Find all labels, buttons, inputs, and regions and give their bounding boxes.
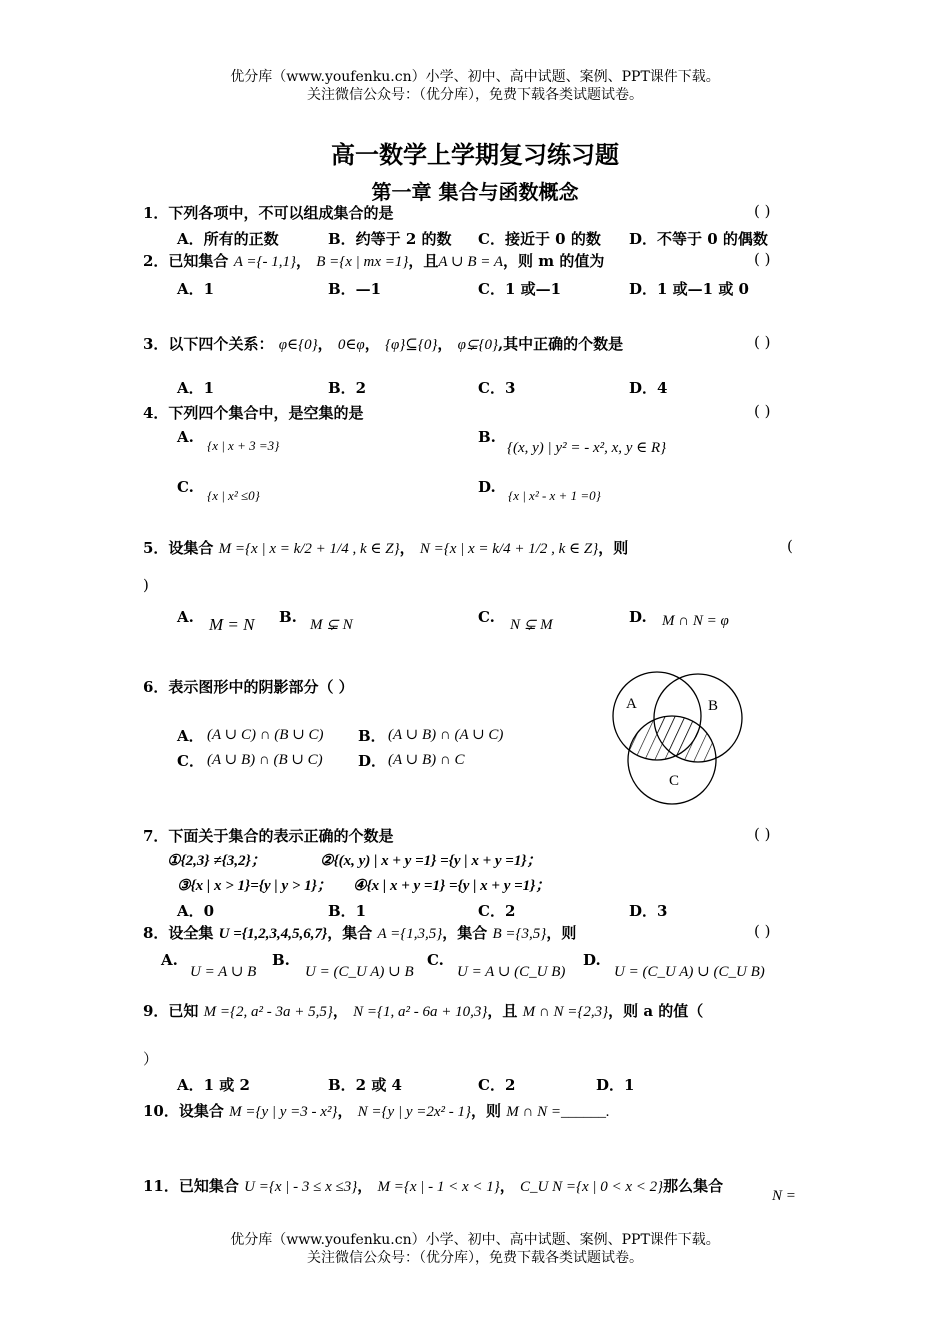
q8-option-b: U = (C_U A) ∪ B	[305, 964, 414, 980]
q1-option-c: C．接近于 0 的数	[478, 230, 601, 248]
q3-stem-post: ,其中正确的个数是	[497, 335, 624, 353]
q10-stem: 10．设集合 M ={y | y =3 - x²}， N ={y | y =2x² - 1}，则 M ∩ N =______.	[143, 1102, 610, 1120]
q1-option-d: D．不等于 0 的偶数	[629, 230, 768, 248]
header-line-1: 优分库（www.youfenku.cn）小学、初中、高中试题、案例、PPT课件下载。	[230, 69, 720, 85]
q9-stem-text: 9．已知	[143, 1002, 199, 1020]
q1-answer-bracket: ( )	[754, 202, 771, 220]
q7-item-1: ①{2,3} ≠{3,2}；	[167, 853, 266, 869]
q3-stem-text: 3．以下四个关系：	[143, 335, 274, 353]
footer-line-2: 关注微信公众号：（优分库），免费下载各类试题试卷。	[307, 1250, 643, 1266]
q7-item-4: ④{x | x + y =1} ={y | x + y =1}；	[353, 878, 551, 894]
q2-option-a: A．1	[177, 280, 215, 298]
q11-stem-text: 11．已知集合	[143, 1177, 239, 1195]
q4-option-a-label: A.	[177, 428, 194, 446]
q4-option-c-label: C.	[177, 478, 194, 496]
q10-stem-post: ，则	[471, 1102, 502, 1120]
q5-option-b-label: B.	[279, 608, 297, 626]
q6-option-d-label: D．	[358, 752, 387, 770]
q5-bracket-close: )	[143, 576, 149, 594]
q5-stem-text: 5．设集合	[143, 539, 214, 557]
q8-option-a: U = A ∪ B	[190, 964, 257, 980]
venn-diagram	[598, 668, 748, 808]
page-title: 高一数学上学期复习练习题	[331, 140, 619, 169]
q7-item-2: ②{(x, y) | x + y =1} ={y | x + y =1}；	[320, 853, 542, 869]
q5-option-a-label: A.	[177, 608, 194, 626]
q5-option-d-label: D.	[629, 608, 647, 626]
q9-option-c: C．2	[478, 1076, 516, 1094]
q9-bracket-close: ）	[143, 1050, 159, 1068]
q11-set-m: M ={x | - 1 < x < 1}	[377, 1179, 500, 1195]
venn-label-c: C	[669, 773, 680, 789]
q9-option-a: A．1 或 2	[177, 1076, 250, 1094]
q5-option-b: M ⊊ N	[310, 617, 353, 633]
q6-option-c: (A ∪ B) ∩ (B ∪ C)	[207, 752, 323, 768]
q8-option-c: U = A ∪ (C_U B)	[457, 964, 566, 980]
q9-option-d: D．1	[596, 1076, 635, 1094]
q8-stem-mid: ，集合	[327, 924, 373, 942]
q9-set-m: M ={2, a² - 3a + 5,5}	[203, 1004, 333, 1020]
q11-stem-post: 那么集合	[663, 1177, 724, 1195]
q3-answer-bracket: ( )	[754, 333, 771, 351]
q2-answer-bracket: ( )	[754, 250, 771, 268]
q2-stem-mid: ，且	[408, 252, 439, 270]
q4-answer-bracket: ( )	[754, 402, 771, 420]
q9-option-b: B．2 或 4	[328, 1076, 402, 1094]
q9-stem-post: ，则 a 的值（	[608, 1002, 704, 1020]
q2-stem-post: ，则 m 的值为	[503, 252, 605, 270]
q10-answer-blank: M ∩ N =______.	[506, 1104, 610, 1120]
header-line-2: 关注微信公众号：（优分库），免费下载各类试题试卷。	[307, 87, 643, 103]
q3-relation-1: φ∈{0}	[278, 337, 318, 353]
q5-set-n: N ={x | x = k/4 + 1/2 , k ∈ Z}	[419, 541, 599, 557]
q6-option-d: (A ∪ B) ∩ C	[388, 752, 465, 768]
q8-set-a: A ={1,3,5}	[377, 926, 443, 942]
footer-line-1: 优分库（www.youfenku.cn）小学、初中、高中试题、案例、PPT课件下载。	[230, 1232, 720, 1248]
q5-stem: 5．设集合 M ={x | x = k/2 + 1/4 , k ∈ Z}， N ={x | x = k/4 + 1/2 , k ∈ Z}，则	[143, 539, 629, 557]
q8-option-b-label: B.	[272, 951, 290, 969]
q4-stem: 4．下列四个集合中，是空集的是	[143, 404, 364, 422]
q3-option-d: D．4	[629, 379, 668, 397]
q5-option-c-label: C.	[478, 608, 495, 626]
q5-set-m: M ={x | x = k/2 + 1/4 , k ∈ Z}	[218, 541, 400, 557]
q7-option-c: C．2	[478, 902, 516, 920]
q4-option-d: {x | x² - x + 1 =0}	[508, 488, 601, 503]
q2-option-c: C．1 或—1	[478, 280, 562, 298]
q4-option-a: {x | x + 3 =3}	[207, 438, 280, 453]
q11-complement-n: C_U N ={x | 0 < x < 2}	[519, 1179, 664, 1195]
venn-label-b: B	[708, 698, 719, 714]
q7-option-a: A．0	[177, 902, 215, 920]
q2-set-a: A ={- 1,1}	[233, 254, 296, 270]
q4-option-b: {(x, y) | y² = - x², x, y ∈ R}	[507, 440, 667, 456]
q5-bracket-open: (	[787, 537, 793, 555]
q2-set-b: B ={x | mx =1}	[316, 254, 409, 270]
q7-answer-bracket: ( )	[754, 825, 771, 843]
q10-set-n: N ={y | y =2x² - 1}	[357, 1104, 472, 1120]
q5-option-d: M ∩ N = φ	[662, 613, 729, 629]
q7-item-3: ③{x | x > 1}={y | y > 1}；	[177, 878, 332, 894]
q8-option-d-label: D.	[583, 951, 601, 969]
q5-stem-post: ，则	[598, 539, 629, 557]
q3-option-a: A．1	[177, 379, 215, 397]
q6-option-a-label: A．	[177, 727, 204, 745]
q3-option-b: B．2	[328, 379, 367, 397]
q8-set-b: B ={3,5}	[492, 926, 547, 942]
q8-option-d: U = (C_U A) ∪ (C_U B)	[614, 964, 765, 980]
q10-stem-text: 10．设集合	[143, 1102, 224, 1120]
q2-condition: A ∪ B = A	[438, 254, 504, 270]
venn-label-a: A	[626, 696, 637, 712]
q3-stem: 3．以下四个关系： φ∈{0}， 0∈φ， {φ}⊆{0}， φ⊊{0},其中正确的个数是	[143, 335, 624, 353]
q9-stem: 9．已知 M ={2, a² - 3a + 5,5}， N ={1, a² - 6a + 10,3}，且 M ∩ N ={2,3}，则 a 的值（	[143, 1002, 704, 1020]
q6-option-c-label: C．	[177, 752, 204, 770]
q9-condition: M ∩ N ={2,3}	[522, 1004, 609, 1020]
q4-option-d-label: D.	[478, 478, 496, 496]
q3-relation-3: {φ}⊆{0}	[384, 337, 438, 353]
q1-option-a: A．所有的正数	[177, 230, 279, 248]
q2-stem-pre: 2．已知集合	[143, 252, 229, 270]
q7-option-d: D．3	[629, 902, 668, 920]
q8-stem-mid2: ，集合	[442, 924, 488, 942]
q1-stem: 1．下列各项中，不可以组成集合的是	[143, 204, 394, 222]
chapter-title: 第一章 集合与函数概念	[371, 180, 579, 204]
q6-option-b: (A ∪ B) ∩ (A ∪ C)	[388, 727, 504, 743]
q4-option-b-label: B.	[478, 428, 496, 446]
q6-option-b-label: B．	[358, 727, 386, 745]
q3-relation-4: φ⊊{0}	[457, 337, 498, 353]
q3-relation-2: 0∈φ	[337, 337, 365, 353]
q8-stem	[143, 922, 576, 943]
q8-answer-bracket: ( )	[754, 922, 771, 940]
q2-option-b: B．—1	[328, 280, 382, 298]
q8-option-c-label: C.	[427, 951, 444, 969]
q2-option-d: D．1 或—1 或 0	[629, 280, 749, 298]
q10-set-m: M ={y | y =3 - x²}	[229, 1104, 338, 1120]
q9-stem-mid: ，且	[487, 1002, 518, 1020]
q5-option-c: N ⊊ M	[510, 617, 553, 633]
q9-set-n: N ={1, a² - 6a + 10,3}	[353, 1004, 488, 1020]
q4-option-c: {x | x² ≤0}	[207, 488, 260, 503]
q2-stem: 2．已知集合 A ={- 1,1}， B ={x | mx =1}，且A ∪ B = A，则 m 的值为	[143, 252, 605, 270]
q6-stem: 6．表示图形中的阴影部分（ ）	[143, 678, 354, 696]
q8-stem-text: 8．设全集	[143, 924, 214, 942]
q1-option-b: B．约等于 2 的数	[328, 230, 452, 248]
q11-stem: 11．已知集合 U ={x | - 3 ≤ x ≤3}， M ={x | - 1 < x < 1}， C_U N ={x | 0 < x < 2}那么集合	[143, 1177, 724, 1195]
q7-option-b: B．1	[328, 902, 367, 920]
q5-option-a: M = N	[209, 615, 255, 634]
q8-option-a-label: A.	[161, 951, 178, 969]
q3-option-c: C．3	[478, 379, 516, 397]
q11-answer-tail: N =	[772, 1188, 796, 1204]
q6-option-a: (A ∪ C) ∩ (B ∪ C)	[207, 727, 324, 743]
q7-stem: 7．下面关于集合的表示正确的个数是	[143, 827, 394, 845]
q11-set-u: U ={x | - 3 ≤ x ≤3}	[244, 1179, 358, 1195]
q8-stem-post: ，则	[546, 924, 577, 942]
q8-universal-set: U ={1,2,3,4,5,6,7}	[218, 926, 328, 942]
